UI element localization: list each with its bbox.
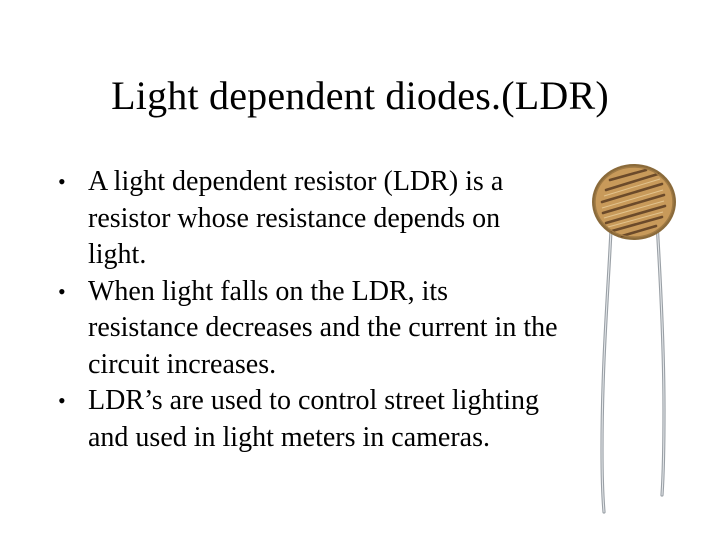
bullet-icon: •	[58, 169, 66, 194]
bullet-item	[58, 164, 558, 274]
bullet-item	[58, 274, 558, 384]
bullet-item	[58, 383, 558, 456]
bullet-list	[58, 164, 558, 456]
slide-title: Light dependent diodes.(LDR)	[111, 73, 609, 118]
bullet-icon: •	[58, 278, 66, 304]
bullet-icon: •	[58, 388, 66, 413]
bullet-text: LDR’s are used to control street lighting and used in light meters in cameras.	[88, 385, 540, 453]
ldr-photo-icon	[572, 150, 696, 530]
bullet-text: When light falls on the LDR, its resistance decreases and the current in the circuit increases.	[88, 275, 558, 380]
bullet-text: A light dependent resistor (LDR) is a resistor whose resistance depends on light.	[88, 166, 504, 270]
